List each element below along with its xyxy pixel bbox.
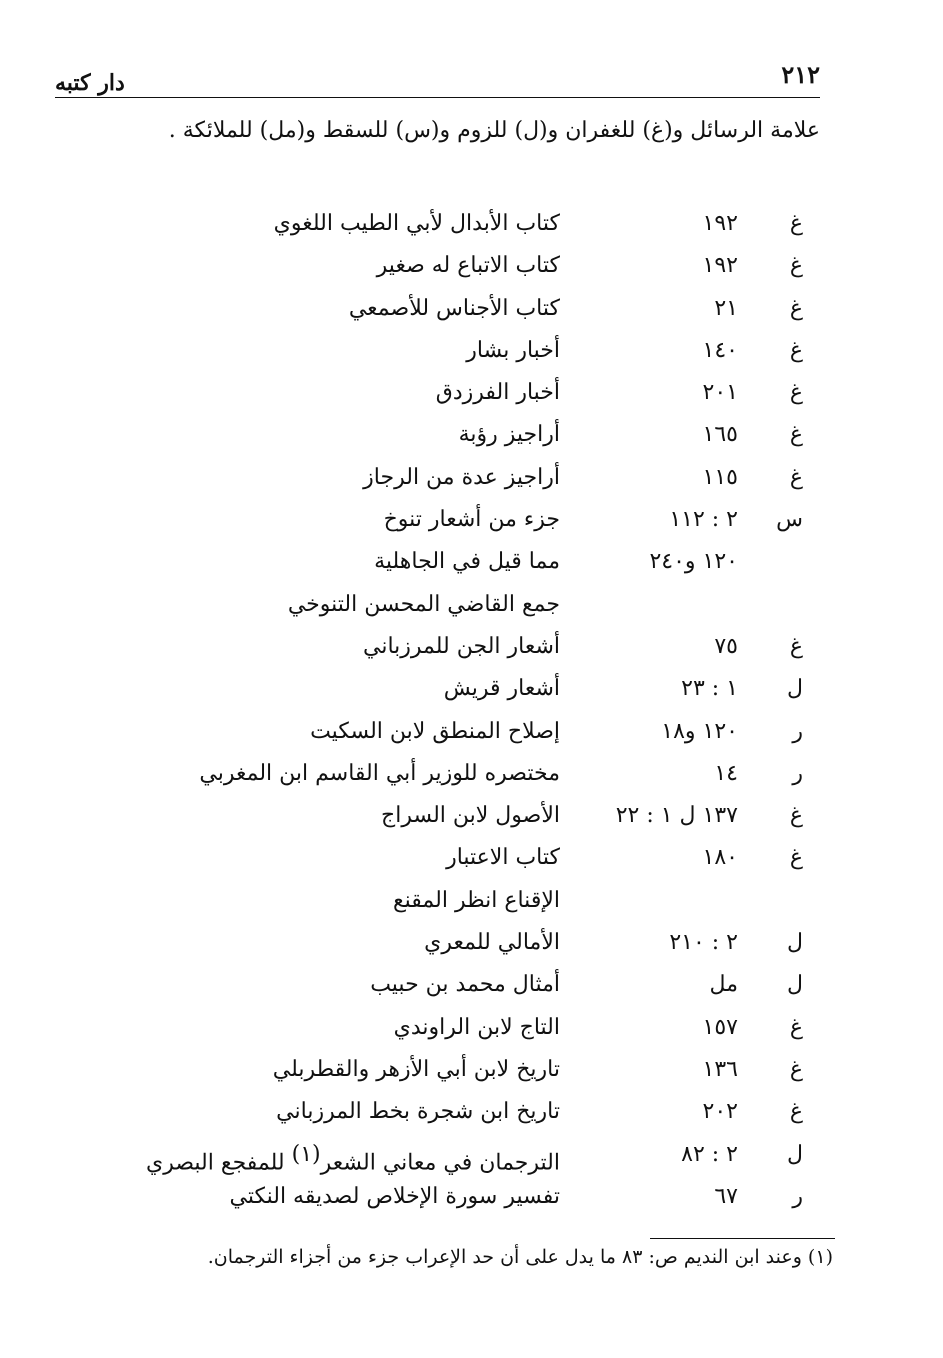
entry-title: الإقناع انظر المقنع [392, 887, 560, 913]
entry-code: غ [789, 845, 803, 871]
list-item [0, 1051, 943, 1093]
entry-code: غ [789, 337, 803, 363]
entry-reference: ١٢٠ و٢٤٠ [649, 549, 738, 575]
entry-code: غ [789, 633, 803, 659]
entry-reference: ١٤ [714, 760, 738, 786]
entry-code: غ [789, 1014, 803, 1040]
list-item [0, 247, 943, 289]
entry-title: أراجيز رؤبة [458, 422, 560, 448]
list-item [0, 966, 943, 1008]
list-item [0, 374, 943, 416]
list-item [0, 882, 943, 924]
entry-title [60, 1142, 560, 1175]
entry-title: تاريخ ابن شجرة بخط المرزباني [276, 1099, 560, 1125]
list-item [0, 1178, 943, 1220]
list-item [0, 924, 943, 966]
entry-code: غ [789, 464, 803, 490]
entry-code: ل [787, 930, 803, 956]
list-item [0, 205, 943, 247]
entry-code: غ [789, 380, 803, 406]
entry-code: ر [792, 760, 803, 786]
entry-title: مما قيل في الجاهلية [374, 549, 560, 575]
entry-reference: ١٣٧ ل ١ : ٢٢ [615, 803, 738, 829]
entry-title: الأصول لابن السراج [381, 803, 560, 829]
entry-code: غ [789, 1099, 803, 1125]
entry-code: ل [787, 972, 803, 998]
entry-title: كتاب الأبدال لأبي الطيب اللغوي [273, 211, 560, 236]
list-item [0, 586, 943, 628]
entry-reference: ١٥٧ [702, 1014, 738, 1040]
list-item [0, 332, 943, 374]
list-item [0, 797, 943, 839]
entry-reference: مل [709, 972, 738, 998]
list-item [0, 290, 943, 332]
list-item [0, 1136, 943, 1178]
entry-title: التاج لابن الراوندي [393, 1014, 560, 1040]
entry-title: أراجيز عدة من الرجاز [363, 464, 560, 490]
entry-title: كتاب الاعتبار [446, 845, 560, 871]
list-item [0, 713, 943, 755]
entry-title-part: للمفجع البصري [145, 1149, 285, 1175]
entry-title: أشعار قريش [443, 676, 560, 702]
entry-title: أشعار الجن للمرزباني [363, 633, 560, 659]
entry-code: غ [789, 803, 803, 829]
entry-reference: ٢٠٢ [702, 1099, 738, 1125]
entry-reference: ١١٥ [702, 464, 738, 490]
entry-title-part: الترجمان في معاني الشعر [320, 1149, 560, 1175]
list-item [0, 670, 943, 712]
entry-title: تاريخ لابن أبي الأزهر والقطربلي [272, 1056, 560, 1082]
entry-reference: ١٩٢ [702, 211, 738, 236]
entry-reference: ١٦٥ [702, 422, 738, 448]
entry-reference: ١٨٠ [702, 845, 738, 871]
entry-title: إصلاح المنطق لابن السكيت [310, 718, 560, 744]
entry-code: غ [789, 253, 803, 279]
list-item [0, 501, 943, 543]
entry-code: ل [787, 676, 803, 702]
entries-list [0, 205, 943, 1220]
entry-code: ل [787, 1141, 803, 1167]
entry-reference: ٢٠١ [702, 380, 738, 406]
entry-code: غ [789, 211, 803, 236]
entry-reference: ١٣٦ [702, 1056, 738, 1082]
list-item [0, 1093, 943, 1135]
entry-reference: ٢ : ١١٢ [669, 507, 738, 533]
entry-code: س [776, 507, 803, 533]
entry-code: ر [792, 718, 803, 744]
entry-title: جزء من أشعار تنوخ [383, 507, 560, 533]
entry-title: تفسير سورة الإخلاص لصديقه النكتي [229, 1183, 560, 1209]
entry-title: الأمالي للمعري [424, 930, 560, 956]
entry-reference: ١ : ٢٣ [681, 676, 738, 702]
entry-reference: ٧٥ [714, 633, 738, 659]
entry-title: كتاب الأجناس للأصمعي [348, 295, 560, 321]
entry-title: أمثال محمد بن حبيب [370, 972, 560, 998]
entry-code: غ [789, 422, 803, 448]
entry-reference: ١٤٠ [702, 337, 738, 363]
entry-title: أخبار الفرزدق [435, 380, 560, 406]
entry-code: غ [789, 1056, 803, 1082]
entry-title: مختصره للوزير أبي القاسم ابن المغربي [199, 760, 560, 786]
entry-reference: ٦٧ [714, 1183, 738, 1209]
page-number: ٢١٢ [781, 60, 820, 89]
header-rule [55, 97, 820, 98]
entry-reference: ٢ : ٨٢ [681, 1141, 738, 1167]
intro-paragraph: علامة الرسائل و(غ) للغفران و(ل) للزوم و(س) للسقط و(مل) للملائكة . [168, 118, 820, 143]
footnote-mark: (١) [291, 1141, 321, 1167]
entry-title: أخبار بشار [466, 337, 560, 363]
entry-reference: ٢١ [714, 295, 738, 321]
list-item [0, 839, 943, 881]
entry-reference: ١٩٢ [702, 253, 738, 279]
list-item [0, 416, 943, 458]
entry-title: كتاب الاتباع له صغير [376, 253, 560, 279]
list-item [0, 755, 943, 797]
footnote: (١) وعند ابن النديم ص: ٨٣ ما يدل على أن حد الإعراب جزء من أجزاء الترجمان. [207, 1246, 833, 1268]
entry-code: ر [792, 1183, 803, 1209]
entry-reference: ٢ : ٢١٠ [669, 930, 738, 956]
footnote-rule [650, 1238, 835, 1239]
entry-title: جمع القاضي المحسن التنوخي [287, 591, 560, 617]
list-item [0, 628, 943, 670]
list-item [0, 1009, 943, 1051]
list-item [0, 543, 943, 585]
entry-code: غ [789, 295, 803, 321]
running-title: دار كتبه [55, 70, 125, 96]
entry-reference: ١٢٠ و١٨ [661, 718, 738, 744]
list-item [0, 459, 943, 501]
